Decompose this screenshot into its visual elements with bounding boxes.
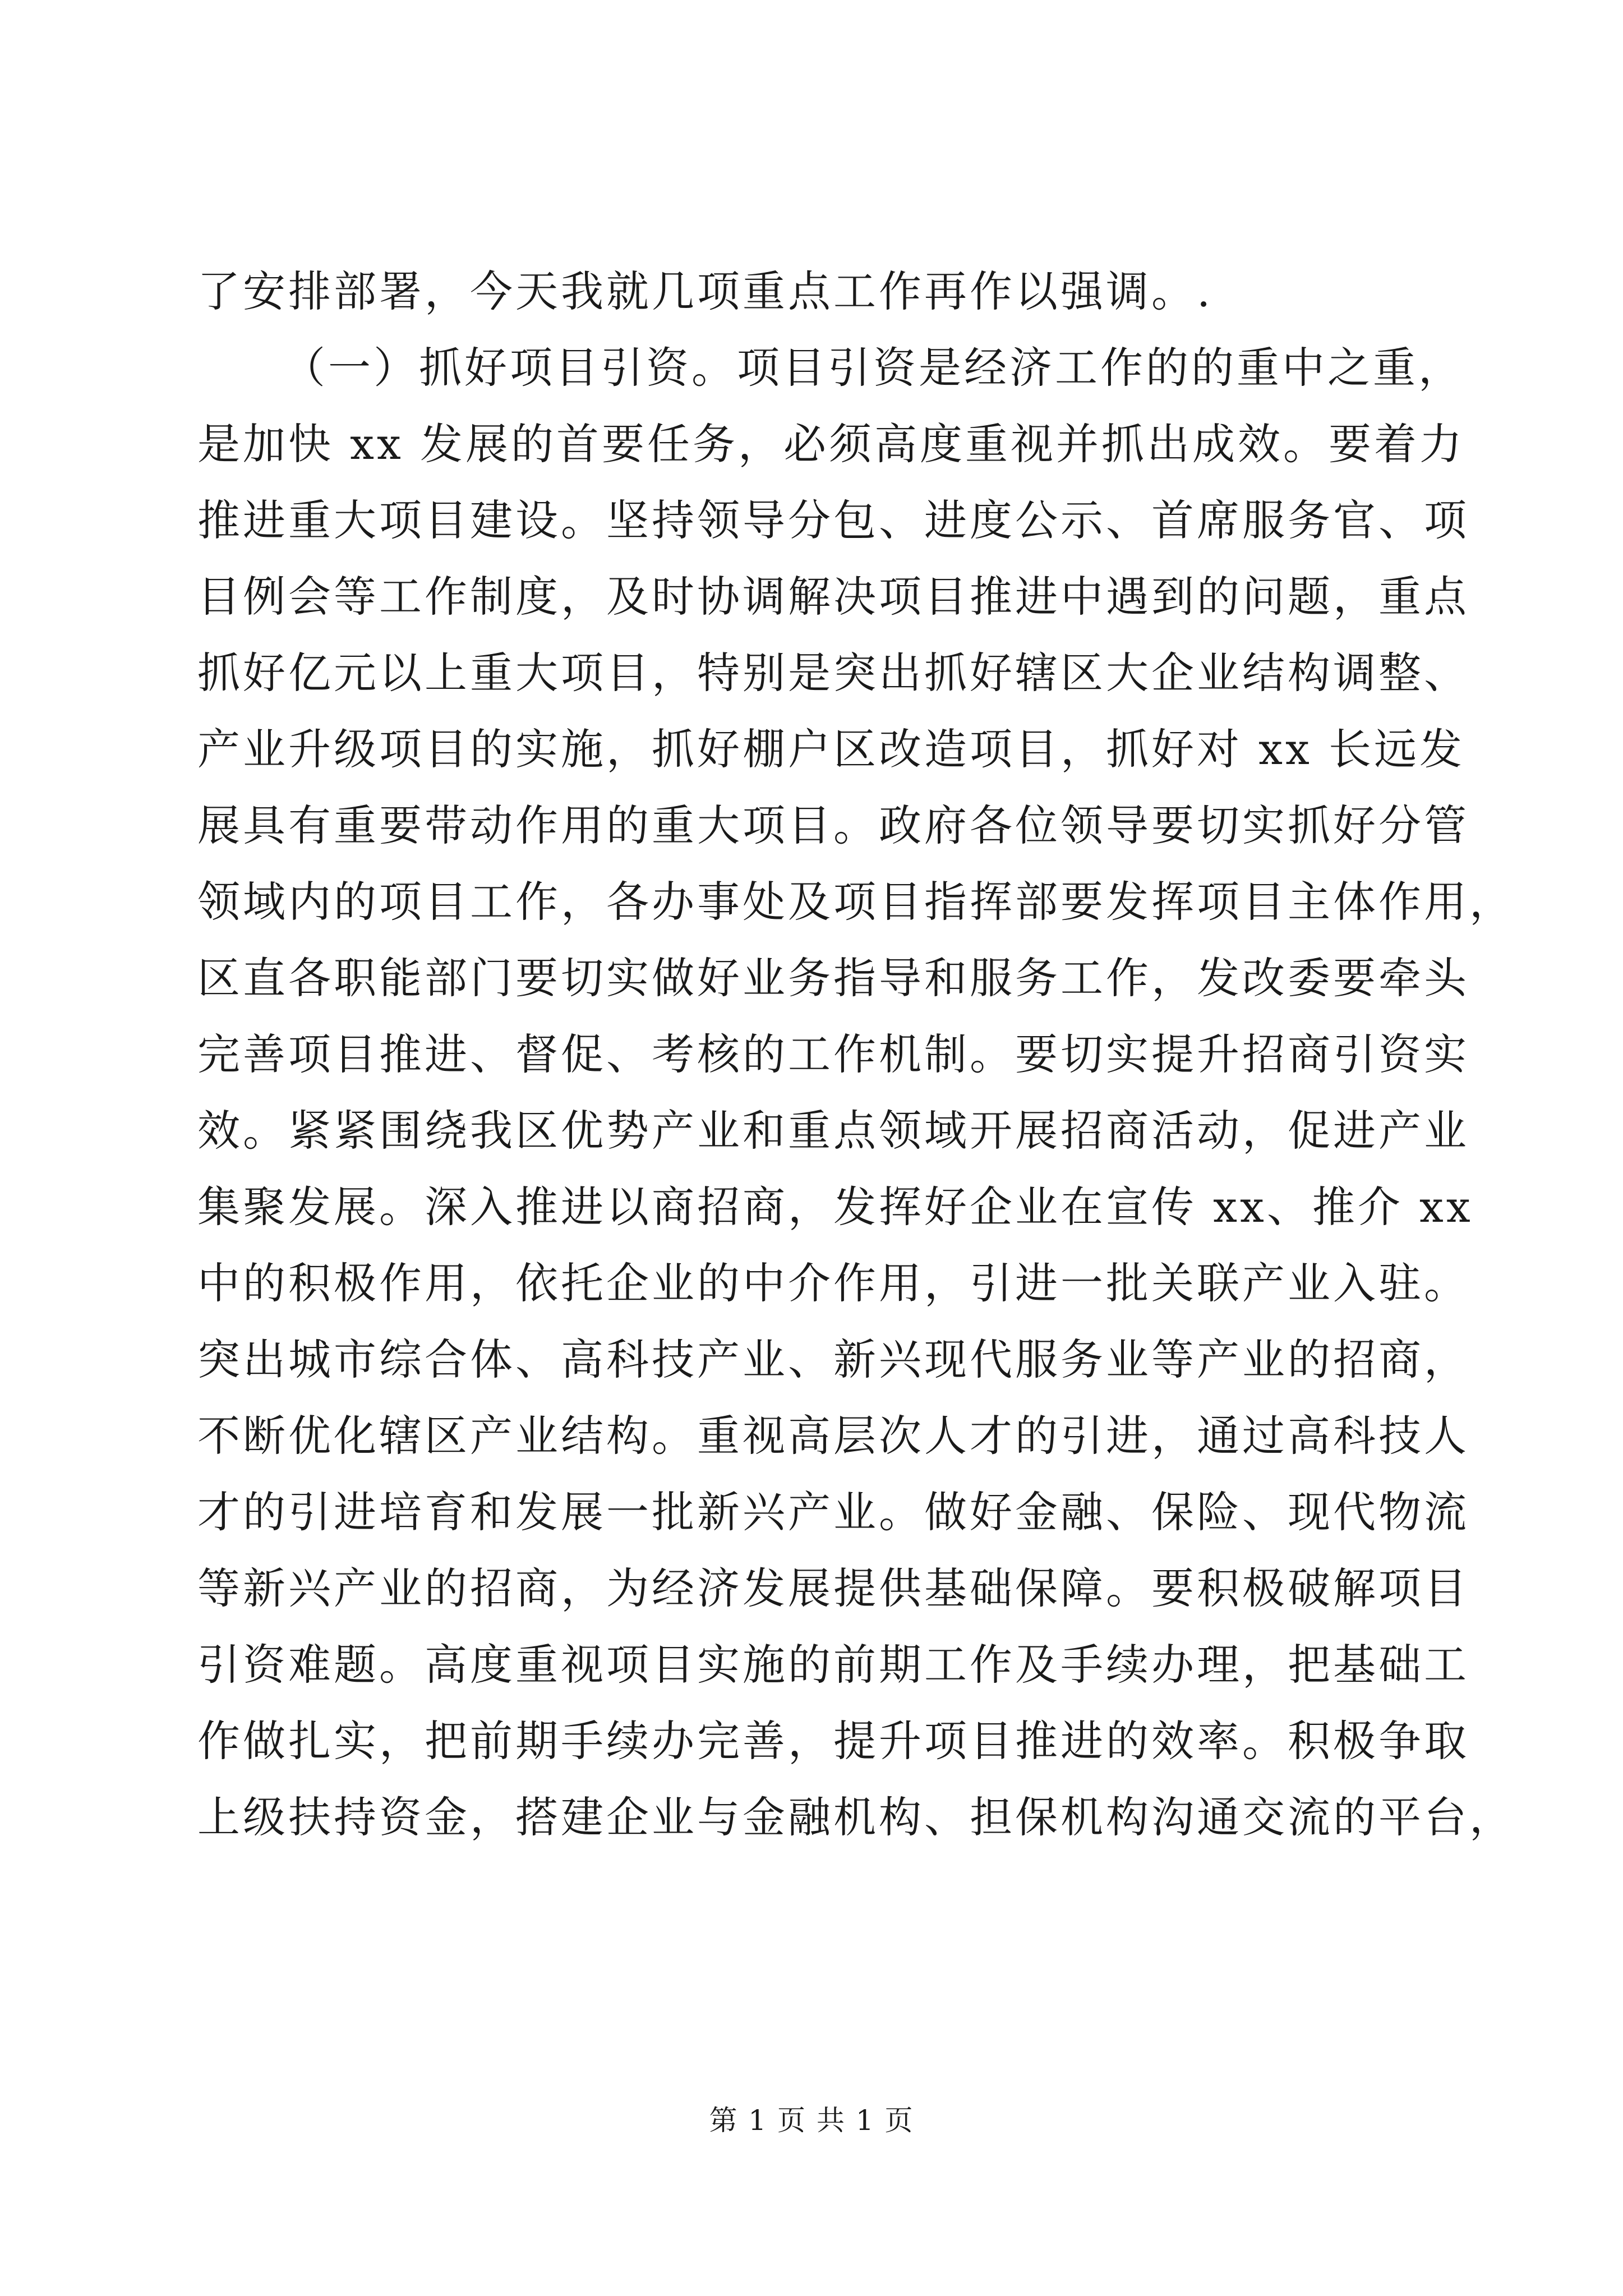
text-line: 领域内的项目工作，各办事处及项目指挥部要发挥项目主体作用， [197, 877, 1515, 927]
text-line: 抓好亿元以上重大项目，特别是突出抓好辖区大企业结构调整、 [197, 648, 1469, 698]
text-line: 突出城市综合体、高科技产业、新兴现代服务业等产业的招商， [197, 1335, 1469, 1384]
text-line: 才的引进培育和发展一批新兴产业。做好金融、保险、现代物流 [197, 1487, 1469, 1537]
page-number-label: 第 1 页 共 1 页 [709, 2104, 914, 2137]
text-line: 引资难题。高度重视项目实施的前期工作及手续办理，把基础工 [197, 1640, 1469, 1690]
text-line: 作做扎实，把前期手续办完善，提升项目推进的效率。积极争取 [197, 1716, 1469, 1766]
text-line: 集聚发展。深入推进以商招商，发挥好企业在宣传 xx、推介 xx [197, 1182, 1473, 1232]
text-line: 区直各职能部门要切实做好业务指导和服务工作，发改委要牵头 [197, 953, 1469, 1003]
text-line: 是加快 xx 发展的首要任务，必须高度重视并抓出成效。要着力 [197, 419, 1465, 469]
text-line: 目例会等工作制度，及时协调解决项目推进中遇到的问题，重点 [197, 572, 1469, 622]
text-line: 推进重大项目建设。坚持领导分包、进度公示、首席服务官、项 [197, 495, 1469, 545]
page-footer [0, 2098, 1623, 2138]
text-line: 展具有重要带动作用的重大项目。政府各位领导要切实抓好分管 [197, 800, 1469, 850]
text-line: 完善项目推进、督促、考核的工作机制。要切实提升招商引资实 [197, 1029, 1469, 1079]
text-line: 产业升级项目的实施，抓好棚户区改造项目，抓好对 xx 长远发 [197, 724, 1465, 774]
text-line: 上级扶持资金，搭建企业与金融机构、担保机构沟通交流的平台， [197, 1792, 1515, 1842]
text-line: 等新兴产业的招商，为经济发展提供基础保障。要积极破解项目 [197, 1563, 1469, 1613]
text-line: （一）抓好项目引资。项目引资是经济工作的的重中之重， [283, 343, 1464, 393]
body-text [197, 254, 1515, 1856]
text-line: 了安排部署，今天我就几项重点工作再作以强调。. [197, 266, 1214, 316]
text-line: 中的积极作用，依托企业的中介作用，引进一批关联产业入驻。 [197, 1258, 1469, 1308]
text-line: 不断优化辖区产业结构。重视高层次人才的引进，通过高科技人 [197, 1411, 1469, 1461]
text-line: 效。紧紧围绕我区优势产业和重点领域开展招商活动，促进产业 [197, 1106, 1469, 1156]
